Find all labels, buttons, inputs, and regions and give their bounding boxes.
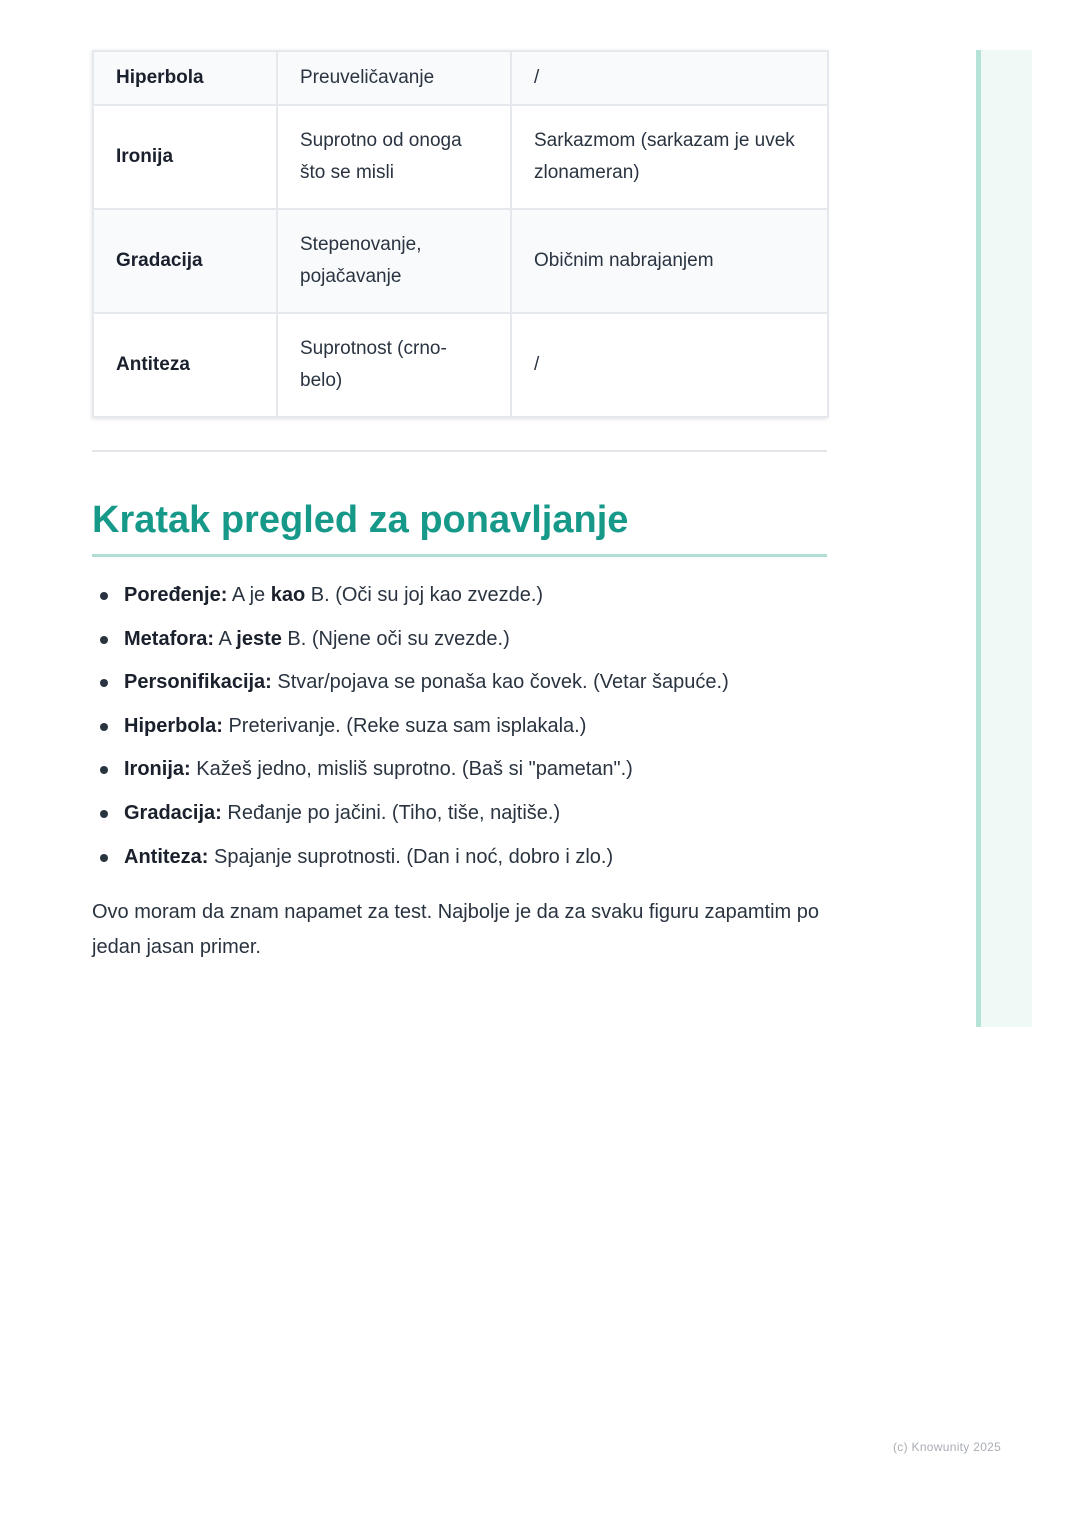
item-keyword: kao: [270, 584, 306, 606]
bullet-icon: [100, 592, 108, 600]
section-heading: Kratak pregled za ponavljanje: [92, 494, 827, 557]
confusion-cell: Sarkazmom (sarkazam je uvek zlonameran): [511, 105, 828, 209]
list-item: [124, 748, 827, 792]
table-row: [93, 105, 828, 209]
table-row: [93, 313, 828, 417]
bullet-icon: [100, 766, 108, 774]
table-row: [93, 209, 828, 313]
item-label: Ironija:: [124, 758, 191, 781]
item-label: Poređenje:: [124, 584, 228, 606]
bullet-icon: [100, 636, 108, 644]
item-text: Spajanje suprotnosti. (Dan i noć, dobro i zlo.): [208, 845, 614, 868]
item-text: A je: [227, 584, 271, 606]
item-label: Antiteza:: [124, 845, 209, 868]
summary-list: [92, 574, 827, 879]
item-text: Stvar/pojava se ponaša kao čovek. (Vetar šapuće.): [271, 671, 729, 694]
bullet-icon: [100, 854, 108, 862]
item-text: B. (Oči su joj kao zvezde.): [305, 584, 544, 606]
side-panel: [976, 50, 1032, 1027]
term-cell: Hiperbola: [93, 51, 277, 105]
meaning-cell: Stepenovanje, pojačavanje: [277, 209, 511, 313]
item-label: Hiperbola:: [124, 714, 223, 737]
list-item: [124, 705, 827, 749]
item-text: Kažeš jedno, misliš suprotno. (Baš si "pametan".): [190, 758, 633, 781]
term-cell: Gradacija: [93, 209, 277, 313]
confusion-cell: /: [511, 313, 828, 417]
list-item: [124, 661, 827, 705]
item-text: Preterivanje. (Reke suza sam isplakala.): [222, 714, 587, 737]
meaning-cell: Preuveličavanje: [277, 51, 511, 105]
meaning-cell: Suprotno od onoga što se misli: [277, 105, 511, 209]
confusion-cell: Običnim nabrajanjem: [511, 209, 828, 313]
closing-paragraph: Ovo moram da znam napamet za test. Najbolje je da za svaku figuru zapamtim po jedan jasan primer.: [92, 901, 820, 958]
list-item: [124, 792, 827, 836]
item-keyword: jeste: [236, 627, 282, 650]
section-divider: [92, 450, 827, 452]
item-text: B. (Njene oči su zvezde.): [281, 627, 510, 650]
table-row: [93, 51, 828, 105]
term-cell: Antiteza: [93, 313, 277, 417]
term-cell: Ironija: [93, 105, 277, 209]
copyright-footer: (c) Knowunity 2025: [893, 1440, 1002, 1454]
confusion-cell: /: [511, 51, 828, 105]
list-item: [124, 836, 827, 880]
figures-table: [92, 50, 827, 418]
item-label: Personifikacija:: [124, 671, 272, 694]
bullet-icon: [100, 679, 108, 687]
bullet-icon: [100, 810, 108, 818]
item-label: Metafora:: [124, 627, 215, 650]
item-text: Ređanje po jačini. (Tiho, tiše, najtiše.): [221, 801, 561, 824]
list-item: [124, 618, 827, 662]
item-label: Gradacija:: [124, 801, 222, 824]
list-item: [124, 574, 827, 618]
bullet-icon: [100, 723, 108, 731]
item-text: A: [214, 627, 237, 650]
meaning-cell: Suprotnost (crno-belo): [277, 313, 511, 417]
